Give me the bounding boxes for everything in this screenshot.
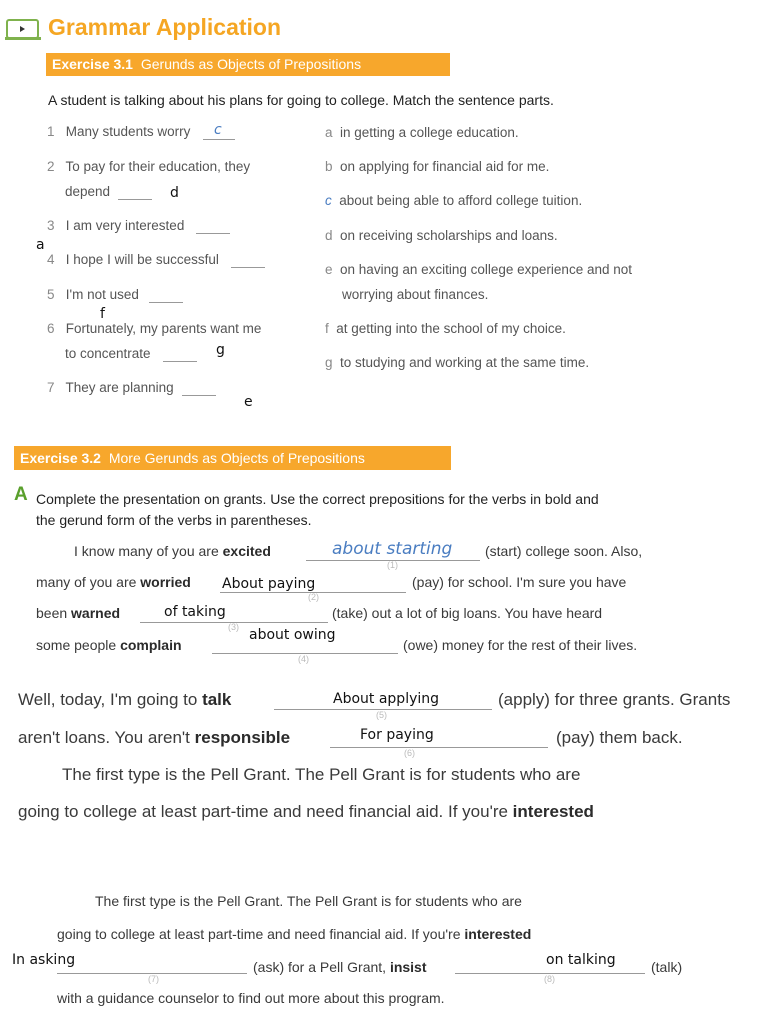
p2-line4	[18, 802, 594, 822]
option-text: about being able to afford college tuition.	[339, 193, 583, 208]
blank-number: (2)	[308, 592, 319, 602]
item-text: I'm not used	[65, 287, 139, 302]
exercise-3-1-header	[46, 53, 450, 76]
item-2	[47, 159, 250, 174]
option-e	[325, 262, 632, 277]
option-b	[325, 159, 549, 174]
exercise-label: Exercise 3.1	[52, 56, 133, 72]
item-3	[47, 218, 184, 233]
p1-line2-end: (pay) for school. I'm sure you have	[412, 574, 627, 590]
option-letter: d	[325, 228, 333, 243]
answer-7[interactable]: e	[244, 394, 253, 410]
p3-line2	[57, 926, 531, 942]
bold-verb: excited	[222, 543, 271, 559]
item-6	[47, 321, 261, 336]
option-letter: a	[325, 125, 333, 140]
answer-1[interactable]: about starting	[332, 539, 453, 559]
blank-number: (4)	[298, 654, 309, 664]
item-text: I am very interested	[65, 218, 185, 233]
p3-line1: The first type is the Pell Grant. The Pell Grant is for students who are	[95, 893, 522, 909]
answer-5[interactable]: f	[100, 306, 105, 322]
option-text: on receiving scholarships and loans.	[340, 228, 558, 243]
item-number: 5	[47, 287, 55, 302]
video-icon	[5, 19, 41, 41]
item-number: 7	[47, 380, 55, 395]
text: going to college at least part-time and need financial aid. If you're	[18, 802, 508, 821]
answer-2[interactable]: d	[170, 185, 179, 201]
p1-line3	[36, 605, 120, 621]
p2-line2	[18, 728, 290, 748]
blank-number: (1)	[387, 560, 398, 570]
option-a	[325, 125, 519, 140]
item-text: Many students worry	[65, 124, 191, 139]
item-2-line2: depend	[65, 184, 111, 199]
option-text: in getting a college education.	[340, 125, 519, 140]
p2-line3: The first type is the Pell Grant. The Pell Grant is for students who are	[62, 765, 581, 784]
item-text: They are planning	[65, 380, 174, 395]
item-number: 3	[47, 218, 55, 233]
option-text: to studying and working at the same time.	[340, 355, 590, 370]
option-e-line2: worrying about finances.	[342, 287, 489, 302]
option-text: at getting into the school of my choice.	[336, 321, 566, 336]
text: Well, today, I'm going to	[18, 690, 198, 709]
exercise-label: Exercise 3.2	[20, 450, 101, 466]
answer-2[interactable]: About paying	[222, 576, 316, 592]
answer-6[interactable]: g	[216, 342, 225, 358]
answer-7[interactable]: In asking	[12, 952, 76, 968]
p1-line3-end: (take) out a lot of big loans. You have heard	[332, 605, 603, 621]
text: many of you are	[36, 574, 137, 590]
item-text: I hope I will be successful	[65, 252, 219, 267]
option-text: on having an exciting college experience and not	[340, 262, 632, 277]
text: aren't loans. You aren't	[18, 728, 190, 747]
blank-number: (7)	[148, 974, 159, 984]
blank-number: (8)	[544, 974, 555, 984]
bold-verb: interested	[464, 926, 532, 942]
item-7	[47, 380, 174, 395]
exercise-title: More Gerunds as Objects of Prepositions	[108, 450, 365, 466]
item-text: Fortunately, my parents want me	[65, 321, 262, 336]
item-4	[47, 252, 219, 267]
bold-verb: warned	[71, 605, 121, 621]
option-c	[325, 193, 582, 208]
item-number: 1	[47, 124, 55, 139]
option-letter: e	[325, 262, 333, 277]
p3-line3-end: (talk)	[651, 959, 683, 975]
exercise-title: Gerunds as Objects of Prepositions	[140, 56, 362, 72]
bold-verb: talk	[202, 690, 232, 709]
page-title: Grammar Application	[48, 14, 282, 40]
item-text: To pay for their education, they	[65, 159, 251, 174]
option-letter: b	[325, 159, 333, 174]
item-number: 4	[47, 252, 55, 267]
text: been	[36, 605, 68, 621]
p2-line1-end: (apply) for three grants. Grants	[498, 690, 731, 709]
answer-3[interactable]: of taking	[164, 604, 226, 620]
p1-line4	[36, 637, 182, 653]
item-5	[47, 287, 139, 302]
answer-1[interactable]: c	[214, 122, 222, 138]
exercise-instructions: A student is talking about his plans for going to college. Match the sentence parts.	[48, 92, 554, 108]
option-text: on applying for financial aid for me.	[340, 159, 550, 174]
text: going to college at least part-time and need financial aid. If you're	[57, 926, 461, 942]
answer-6[interactable]: For paying	[360, 727, 434, 743]
p3-line3	[253, 959, 427, 975]
p2-line2-end: (pay) them back.	[556, 728, 683, 747]
answer-5[interactable]: About applying	[333, 691, 440, 707]
option-letter: c	[325, 193, 332, 208]
p1-line1	[74, 543, 271, 559]
exercise-3-2-header	[14, 446, 451, 470]
exercise-instructions: Complete the presentation on grants. Use the correct prepositions for the verbs in bold and	[36, 491, 599, 507]
p1-line2	[36, 574, 191, 590]
bold-verb: complain	[120, 637, 182, 653]
option-f	[325, 321, 566, 336]
item-number: 2	[47, 159, 55, 174]
bold-verb: interested	[512, 802, 594, 821]
option-d	[325, 228, 558, 243]
blank-number: (3)	[228, 622, 239, 632]
answer-4[interactable]: about owing	[249, 627, 336, 643]
bold-verb: worried	[140, 574, 191, 590]
item-1	[47, 124, 190, 139]
p1-line4-end: (owe) money for the rest of their lives.	[403, 637, 638, 653]
option-letter: g	[325, 355, 333, 370]
bold-verb: insist	[389, 959, 427, 975]
text: some people	[36, 637, 117, 653]
exercise-instructions-2: the gerund form of the verbs in parentheses.	[36, 512, 312, 528]
blank-number: (6)	[404, 748, 415, 758]
text: I know many of you are	[74, 543, 219, 559]
bold-verb: responsible	[194, 728, 291, 747]
p2-line1	[18, 690, 231, 710]
text: (ask) for a Pell Grant,	[253, 959, 387, 975]
section-letter: A	[14, 484, 28, 505]
answer-8[interactable]: on talking	[546, 952, 616, 968]
answer-3[interactable]: a	[36, 237, 45, 253]
p3-line4: with a guidance counselor to find out more about this program.	[57, 990, 445, 1006]
option-g	[325, 355, 589, 370]
p1-line1-end: (start) college soon. Also,	[485, 543, 643, 559]
item-number: 6	[47, 321, 55, 336]
item-6-line2: to concentrate	[65, 346, 151, 361]
option-letter: f	[325, 321, 329, 336]
blank-number: (5)	[376, 710, 387, 720]
